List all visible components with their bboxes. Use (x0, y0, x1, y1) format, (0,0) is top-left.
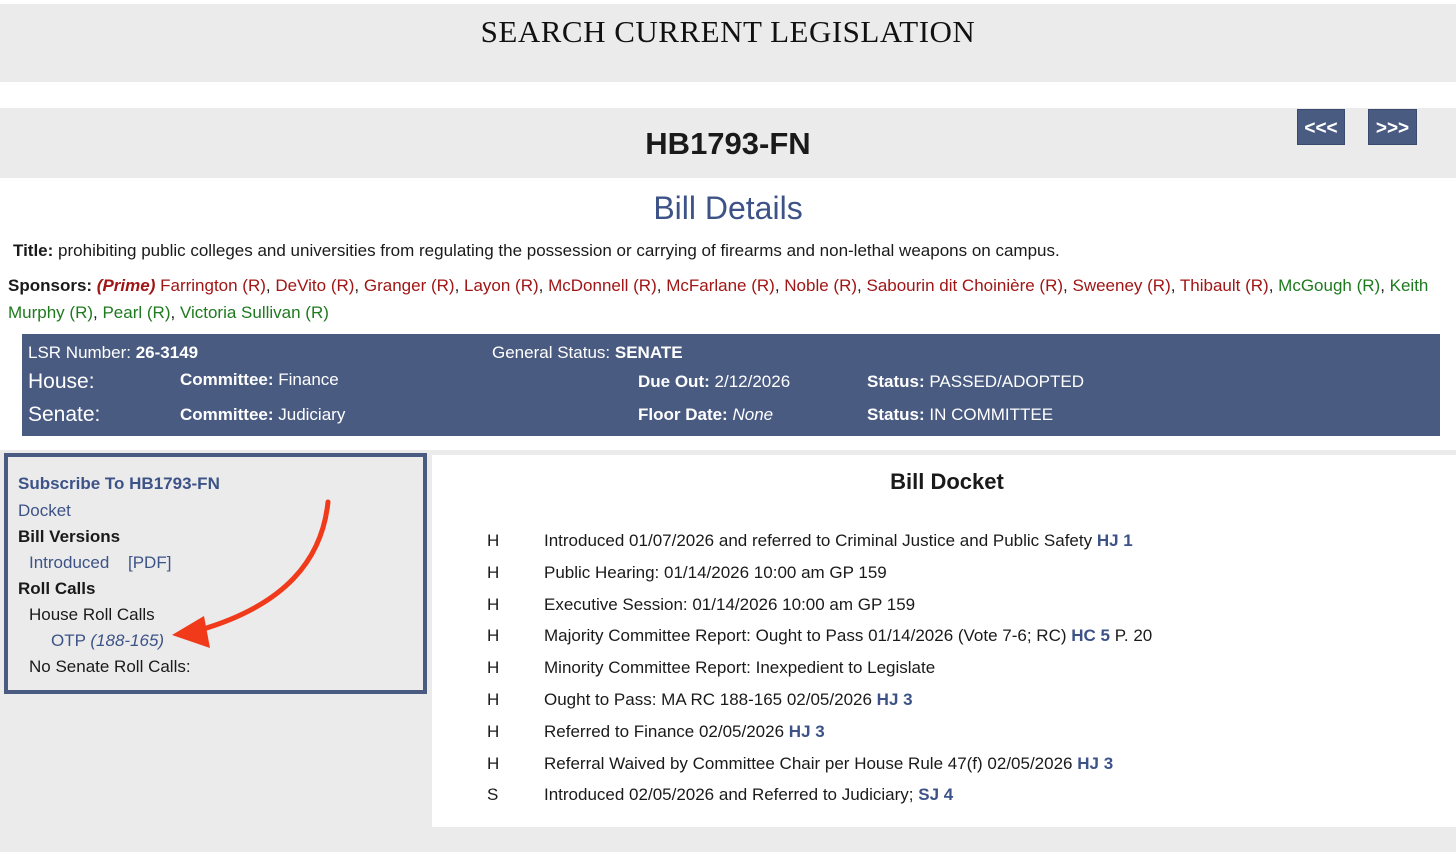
docket-link[interactable]: Docket (18, 501, 71, 520)
previous-bill-button[interactable]: <<< (1297, 109, 1345, 145)
general-status-label: General Status: (492, 343, 611, 362)
sponsor-names: Farrington (R), DeVito (R), Granger (R), Layon (R), McDonnell (R), McFarlane (R), Noble (R), Sabourin dit Choinière (R), Sweeney (R), Thibault (R), McGough (R), Keith Murphy (R), Pearl (R), Victoria Sullivan (R) (8, 276, 1429, 322)
docket-action: Public Hearing: 01/14/2026 10:00 am GP 159 (544, 562, 887, 582)
senate-floor-date-value: None (732, 405, 774, 424)
docket-action: Majority Committee Report: Ought to Pass 01/14/2026 (Vote 7-6; RC) HC 5 P. 20 (544, 626, 1153, 646)
bill-number-bar (0, 108, 1456, 178)
house-label: House: (28, 370, 95, 393)
house-status-label: Status: (867, 372, 925, 391)
docket-action: Referral Waived by Committee Chair per House Rule 47(f) 02/05/2026 HJ 3 (544, 753, 1114, 773)
senate-floor-date-label: Floor Date: (638, 405, 728, 424)
sponsor-link[interactable]: McDonnell (R) (548, 276, 657, 295)
journal-reference-link[interactable]: HJ 1 (1096, 531, 1133, 550)
sponsor-link[interactable]: Thibault (R) (1179, 276, 1269, 295)
senate-committee-label: Committee: (180, 405, 274, 424)
title-label: Title: (13, 241, 54, 260)
sponsor-link[interactable]: DeVito (R) (275, 276, 355, 295)
house-status (867, 372, 1084, 392)
docket-chamber: H (487, 690, 500, 709)
introduced-version-link[interactable]: Introduced (29, 553, 110, 572)
sponsor-link[interactable]: Victoria Sullivan (R) (179, 303, 329, 322)
house-committee (180, 370, 339, 390)
house-due-out (638, 372, 790, 392)
sponsor-link[interactable]: Pearl (R) (102, 303, 171, 322)
senate-status (867, 405, 1053, 425)
page-title: SEARCH CURRENT LEGISLATION (480, 14, 976, 49)
sponsor-link[interactable]: Noble (R) (784, 276, 858, 295)
senate-status-label: Status: (867, 405, 925, 424)
sponsor-link[interactable]: Sabourin dit Choinière (R) (866, 276, 1064, 295)
senate-status-value: IN COMMITTEE (929, 405, 1054, 424)
bill-number: HB1793-FN (645, 126, 811, 161)
docket-chamber: H (487, 658, 500, 678)
house-committee-label: Committee: (180, 370, 274, 389)
bill-title (13, 241, 1060, 261)
prime-sponsor-label: (Prime) (96, 276, 156, 295)
lsr-number (28, 343, 198, 363)
bill-docket-heading: Bill Docket (890, 469, 1004, 494)
house-due-out-value: 2/12/2026 (714, 372, 791, 391)
house-status-value: PASSED/ADOPTED (929, 372, 1084, 391)
title-text: prohibiting public colleges and universities from regulating the possession or carrying of firearms and non-lethal weapons on campus. (58, 241, 1060, 260)
journal-reference-link[interactable]: HJ 3 (876, 690, 913, 709)
docket-action: Ought to Pass: MA RC 188-165 02/05/2026 HJ 3 (544, 690, 913, 709)
docket-action: Executive Session: 01/14/2026 10:00 am GP 159 (544, 594, 916, 614)
otp-roll-call-link[interactable] (51, 631, 164, 651)
next-bill-button[interactable]: >>> (1368, 109, 1417, 145)
sponsor-link[interactable]: Sweeney (R) (1072, 276, 1171, 295)
sponsor-link[interactable]: Layon (R) (464, 276, 539, 295)
docket-action: Referred to Finance 02/05/2026 HJ 3 (544, 721, 825, 741)
docket-chamber: H (487, 721, 500, 741)
sponsor-link[interactable]: Farrington (R) (160, 276, 266, 295)
journal-reference-link[interactable]: SJ 4 (918, 785, 954, 805)
sponsor-link[interactable]: Granger (R) (363, 276, 455, 295)
docket-action: Introduced 01/07/2026 and referred to Criminal Justice and Public Safety HJ 1 (544, 531, 1133, 550)
docket-action: Minority Committee Report: Inexpedient to Legislate (544, 658, 936, 678)
house-roll-calls-label: House Roll Calls (29, 605, 155, 624)
house-due-out-label: Due Out: (638, 372, 710, 391)
no-senate-roll-calls: No Senate Roll Calls: (29, 657, 191, 676)
subscribe-link[interactable]: Subscribe To HB1793-FN (18, 474, 220, 493)
sponsor-link[interactable]: McGough (R) (1278, 276, 1381, 295)
status-summary-box (22, 334, 1440, 436)
otp-label: OTP (51, 631, 86, 650)
general-status-value: SENATE (614, 343, 683, 362)
journal-reference-link[interactable]: HJ 3 (788, 721, 825, 741)
journal-reference-link[interactable]: HC 5 (1071, 626, 1110, 646)
page-header (0, 4, 1456, 82)
docket-chamber: H (487, 594, 500, 614)
lsr-label: LSR Number: (28, 343, 131, 362)
docket-chamber: H (487, 753, 500, 773)
docket-chamber: H (487, 626, 500, 646)
bill-versions-heading: Bill Versions (18, 527, 121, 546)
docket-chamber: H (487, 562, 500, 582)
sponsor-link[interactable]: McFarlane (R) (666, 276, 775, 295)
sponsors-list (8, 272, 1448, 326)
senate-label: Senate: (28, 403, 101, 426)
introduced-pdf-link[interactable]: [PDF] (128, 553, 172, 572)
senate-committee-value: Judiciary (278, 405, 346, 424)
docket-chamber: S (487, 785, 499, 805)
senate-committee (180, 405, 345, 425)
docket-chamber: H (487, 531, 500, 550)
roll-calls-heading: Roll Calls (18, 579, 96, 598)
journal-reference-link[interactable]: HJ 3 (1077, 753, 1114, 773)
general-status (492, 343, 683, 363)
sponsor-link[interactable]: Keith Murphy (R) (8, 276, 1429, 322)
bill-details-heading: Bill Details (653, 190, 803, 226)
docket-action: Introduced 02/05/2026 and Referred to Judiciary; SJ 4 (544, 785, 954, 805)
otp-vote-count: (188-165) (90, 631, 165, 650)
lsr-value: 26-3149 (135, 343, 199, 362)
bill-navigation-panel (4, 453, 427, 694)
house-committee-value: Finance (278, 370, 339, 389)
senate-floor-date (638, 405, 773, 425)
bill-docket-panel (432, 455, 1456, 827)
sponsors-label: Sponsors: (8, 276, 93, 295)
